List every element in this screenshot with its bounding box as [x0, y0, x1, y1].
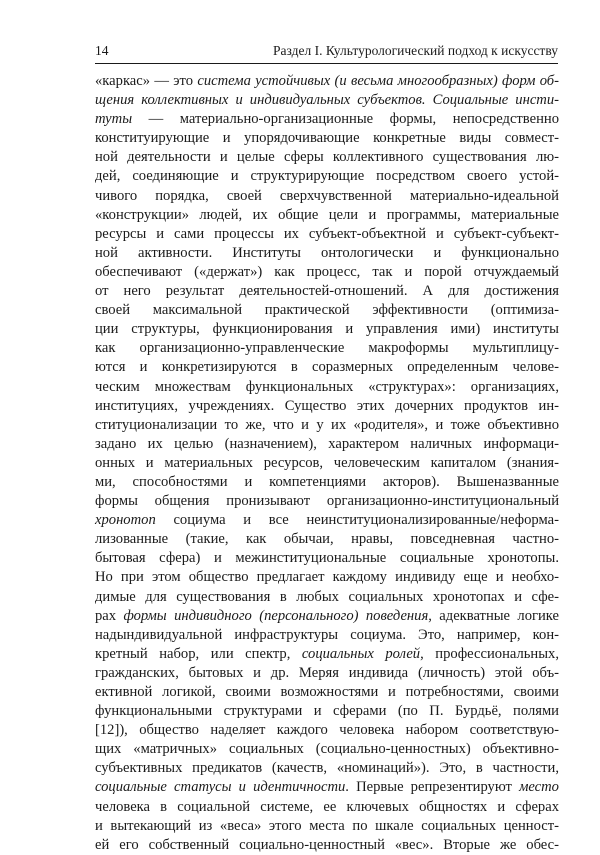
text-segment: ются и конкретизируются в соразмерных определенным челове- [95, 359, 559, 376]
text-segment: — материально-организационные формы, непосредственно [132, 111, 559, 128]
text-segment: «каркас» — это [95, 73, 198, 89]
text-line [95, 378, 559, 397]
text-segment: ной активности. Институты онтологически и функционально [95, 244, 559, 261]
text-segment: как организационно-управленческие макроформы мультиплицу- [95, 340, 559, 357]
text-line [95, 91, 559, 110]
text-segment: бытовая сфера) и межинституциональные социальные хронотопы. [95, 550, 559, 567]
text-line [95, 187, 559, 206]
text-segment: социума и все неинституционализированные/неформа- [155, 512, 559, 529]
text-segment: ей его собственный социально-ценностный «вес». Вторые же обес- [95, 836, 559, 853]
text-segment: онных и материальных ресурсов, человеческим капиталом (знания- [95, 454, 559, 471]
text-segment: чивого порядка, своей сверхчувственной материально-идеальной [95, 187, 559, 204]
text-segment: кретный набор, или спектр, [95, 645, 302, 662]
text-line [95, 225, 559, 244]
text-segment: институциях, учреждениях. Существо этих дочерних продуктов ин- [95, 397, 559, 414]
text-segment: гражданских, бытовых и др. Меряя индивида (личность) этой объ- [95, 664, 559, 681]
running-title: Раздел I. Культурологический подход к искусству [273, 43, 558, 58]
text-line [95, 282, 559, 301]
body-text [95, 72, 559, 855]
text-line [95, 167, 559, 186]
text-line [95, 358, 559, 377]
text-line [95, 244, 559, 263]
text-line [95, 511, 559, 530]
text-segment: . Первые репрезентируют [345, 779, 520, 796]
text-line [95, 568, 559, 587]
text-line [95, 206, 559, 225]
text-segment: конституирующие и упорядочивающие конкретные виды совмест- [95, 130, 559, 147]
text-line [95, 607, 559, 626]
text-segment: димые для существования в любых социальных хронотопах и сфе- [95, 588, 559, 605]
text-line [95, 72, 559, 91]
text-segment: надындивидуальной инфраструктуры социума. Это, например, кон- [95, 626, 559, 643]
text-segment: ми, способностями и компетенциями акторов). Вышеназванные [95, 473, 559, 490]
text-segment: , адекватные логике [428, 607, 559, 624]
italic-text: формы индивидного (персонального) поведения [123, 607, 429, 624]
text-segment: ции структуры, функционирования и управления ими) институты [95, 321, 559, 338]
text-line [95, 664, 559, 683]
text-line [95, 339, 559, 358]
text-line [95, 435, 559, 454]
text-segment: ективной логикой, своими возможностями и потребностями, своими [95, 684, 559, 700]
text-segment: субъективных предикатов (качеств, «номинаций»). Это, в частности, [95, 760, 559, 777]
text-line [95, 645, 559, 664]
italic-text: социальные статусы и идентичности [95, 779, 346, 796]
text-segment: ной деятельности и целые сферы коллективного существования лю- [95, 149, 559, 166]
text-segment: Но при этом общество предлагает каждому индивиду еще и необхо- [95, 569, 559, 586]
text-line [95, 416, 559, 435]
italic-text: туты [95, 111, 133, 128]
text-line [95, 702, 559, 721]
text-segment: человека в социальной системе, ее ключевых общностях и сферах [95, 798, 559, 815]
text-line [95, 454, 559, 473]
page-number: 14 [95, 43, 109, 58]
text-segment: рах [95, 607, 124, 624]
text-segment: [12]), общество наделяет каждого человека набором соответствую- [95, 722, 559, 739]
text-segment: ституционализации то же, что и у их «родителя», и тоже объективно [95, 416, 559, 433]
text-segment: , профессиональных, [420, 645, 559, 662]
text-line [95, 397, 559, 416]
text-line [95, 836, 559, 855]
text-segment: ресурсы и сами процессы их субъект-объектной и субъект-субъект- [95, 225, 559, 242]
text-segment: обеспечивают («держат») как процесс, так и порой отчуждаемый [95, 263, 559, 280]
running-header [95, 42, 558, 60]
text-line [95, 263, 559, 282]
text-line [95, 301, 559, 320]
text-segment: формы общения пронизывают организационно-институциональный [95, 493, 559, 510]
text-line [95, 129, 559, 148]
text-line [95, 588, 559, 607]
text-segment: «конструкции» людей, их общие цели и программы, материальные [95, 206, 559, 223]
text-segment: задано их целью (назначением), характером наличных информаци- [95, 435, 559, 452]
italic-text: место [519, 779, 559, 796]
text-segment: своей максимальной практической эффективности (оптимиза- [95, 302, 559, 319]
text-line [95, 530, 559, 549]
text-line [95, 320, 559, 339]
text-line [95, 683, 559, 702]
italic-text: социальных ролей [301, 645, 421, 662]
text-segment: ческим множествам функциональных «структурах»: организациях, [95, 378, 559, 395]
italic-text: система устойчивых (и весьма многообразных) форм об- [197, 73, 559, 89]
text-line [95, 626, 559, 645]
text-line [95, 817, 559, 836]
text-line [95, 798, 559, 817]
italic-text: хронотоп [95, 512, 156, 529]
text-line [95, 549, 559, 568]
text-line [95, 473, 559, 492]
text-segment: щих «матричных» социальных (социально-ценностных) объективно- [95, 741, 559, 758]
text-segment: лизованные (такие, как обычаи, нравы, повседневная частно- [95, 531, 559, 548]
text-segment: дей, соединяющие и структурирующие посредством своего устой- [95, 168, 559, 185]
text-line [95, 110, 559, 129]
text-line [95, 492, 559, 511]
text-segment: функциональными структурами и сферами (по П. Бурдьё, полями [95, 703, 559, 720]
text-line [95, 778, 559, 797]
text-line [95, 721, 559, 740]
text-segment: от него результат деятельностей-отношений. А для достижения [95, 283, 559, 300]
text-segment: и вытекающий из «веса» этого места по шкале социальных ценност- [95, 817, 559, 834]
header-rule [95, 63, 558, 64]
text-line [95, 148, 559, 167]
italic-text: щения коллективных и индивидуальных субъектов. Социальные инсти- [95, 92, 559, 109]
text-line [95, 759, 559, 778]
